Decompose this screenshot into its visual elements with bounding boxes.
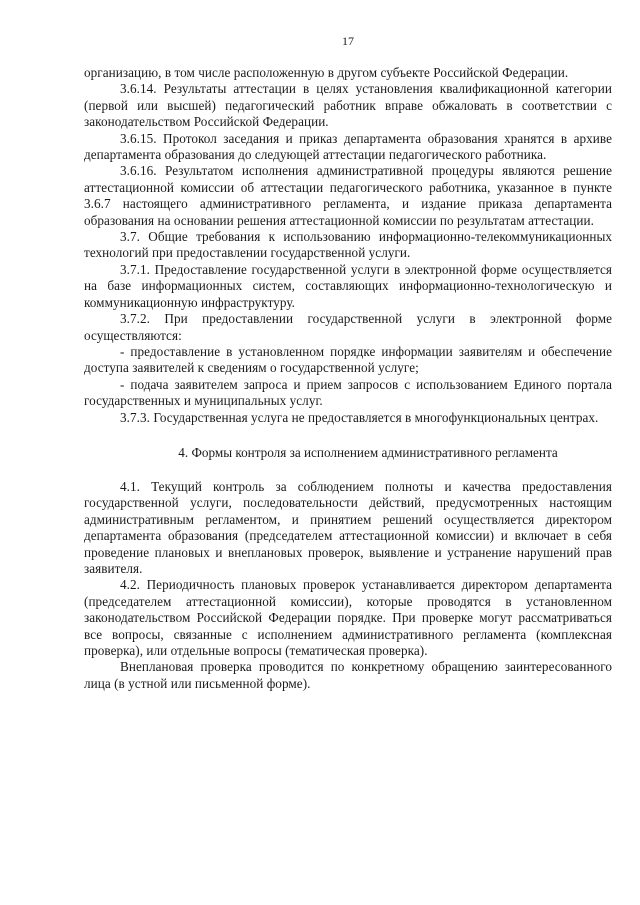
paragraph-3-7-1: 3.7.1. Предоставление государственной услуги в электронной форме осуществляется на базе информационных систем, составляющих информационно-технологическую и коммуникационную инфраструктуру. bbox=[84, 261, 612, 310]
section-4-heading: 4. Формы контроля за исполнением административного регламента bbox=[178, 444, 558, 460]
paragraph-3-7-2: 3.7.2. При предоставлении государственной услуги в электронной форме осуществляются: bbox=[84, 311, 612, 343]
paragraph-3-6-14: 3.6.14. Результаты аттестации в целях установления квалификационной категории (первой или высшей) педагогический работник вправе обжаловать в соответствии с законодательством Российской Федерации. bbox=[84, 81, 612, 130]
paragraph-3-7: 3.7. Общие требования к использованию информационно-телекоммуникационных технологий при предоставлении государственной услуги. bbox=[84, 229, 612, 261]
paragraph-unscheduled-inspection: Внеплановая проверка проводится по конкретному обращению заинтересованного лица (в устной или письменной форме). bbox=[84, 659, 612, 691]
paragraph-continuation: организацию, в том числе расположенную в другом субъекте Российской Федерации. bbox=[84, 65, 569, 80]
paragraph-3-6-15: 3.6.15. Протокол заседания и приказ департамента образования хранятся в архиве департамента образования до следующей аттестации педагогического работника. bbox=[84, 130, 612, 163]
paragraph-4-1: 4.1. Текущий контроль за соблюдением полноты и качества предоставления государственной услуги, последовательности действий, предусмотренных настоящим административным регламентом, и принятием решений осуществляется директором департамента образования (председателем аттестационной комиссии) и включает в себя проведение плановых и внеплановых проверок, выявление и устранение нарушений прав заявителя. bbox=[84, 478, 612, 576]
paragraph-3-7-3: 3.7.3. Государственная услуга не предоставляется в многофункциональных центрах. bbox=[120, 409, 599, 425]
paragraph-4-2: 4.2. Периодичность плановых проверок устанавливается директором департамента (председателем аттестационной комиссии), которые проводятся в установленном законодательством Российской Федерации порядке. При проверке могут рассматриваться все вопросы, связанные с исполнением административного регламента (комплексная проверка), или отдельные вопросы (тематическая проверка). bbox=[84, 577, 612, 658]
page-number: 17 bbox=[342, 34, 354, 48]
paragraph-3-6-16: 3.6.16. Результатом исполнения административной процедуры являются решение аттестационной комиссии об аттестации педагогического работника, указанное в пункте 3.6.7 настоящего административного регламента, и издание приказа департамента образования на основании решения аттестационной комиссии по результатам аттестации. bbox=[84, 163, 612, 228]
list-item-request-submission: - подача заявителем запроса и прием запросов с использованием Единого портала государственных и муниципальных услуг. bbox=[84, 376, 612, 409]
list-item-info-provision: - предоставление в установленном порядке информации заявителям и обеспечение доступа заявителей к сведениям о государственной услуге; bbox=[84, 343, 612, 376]
